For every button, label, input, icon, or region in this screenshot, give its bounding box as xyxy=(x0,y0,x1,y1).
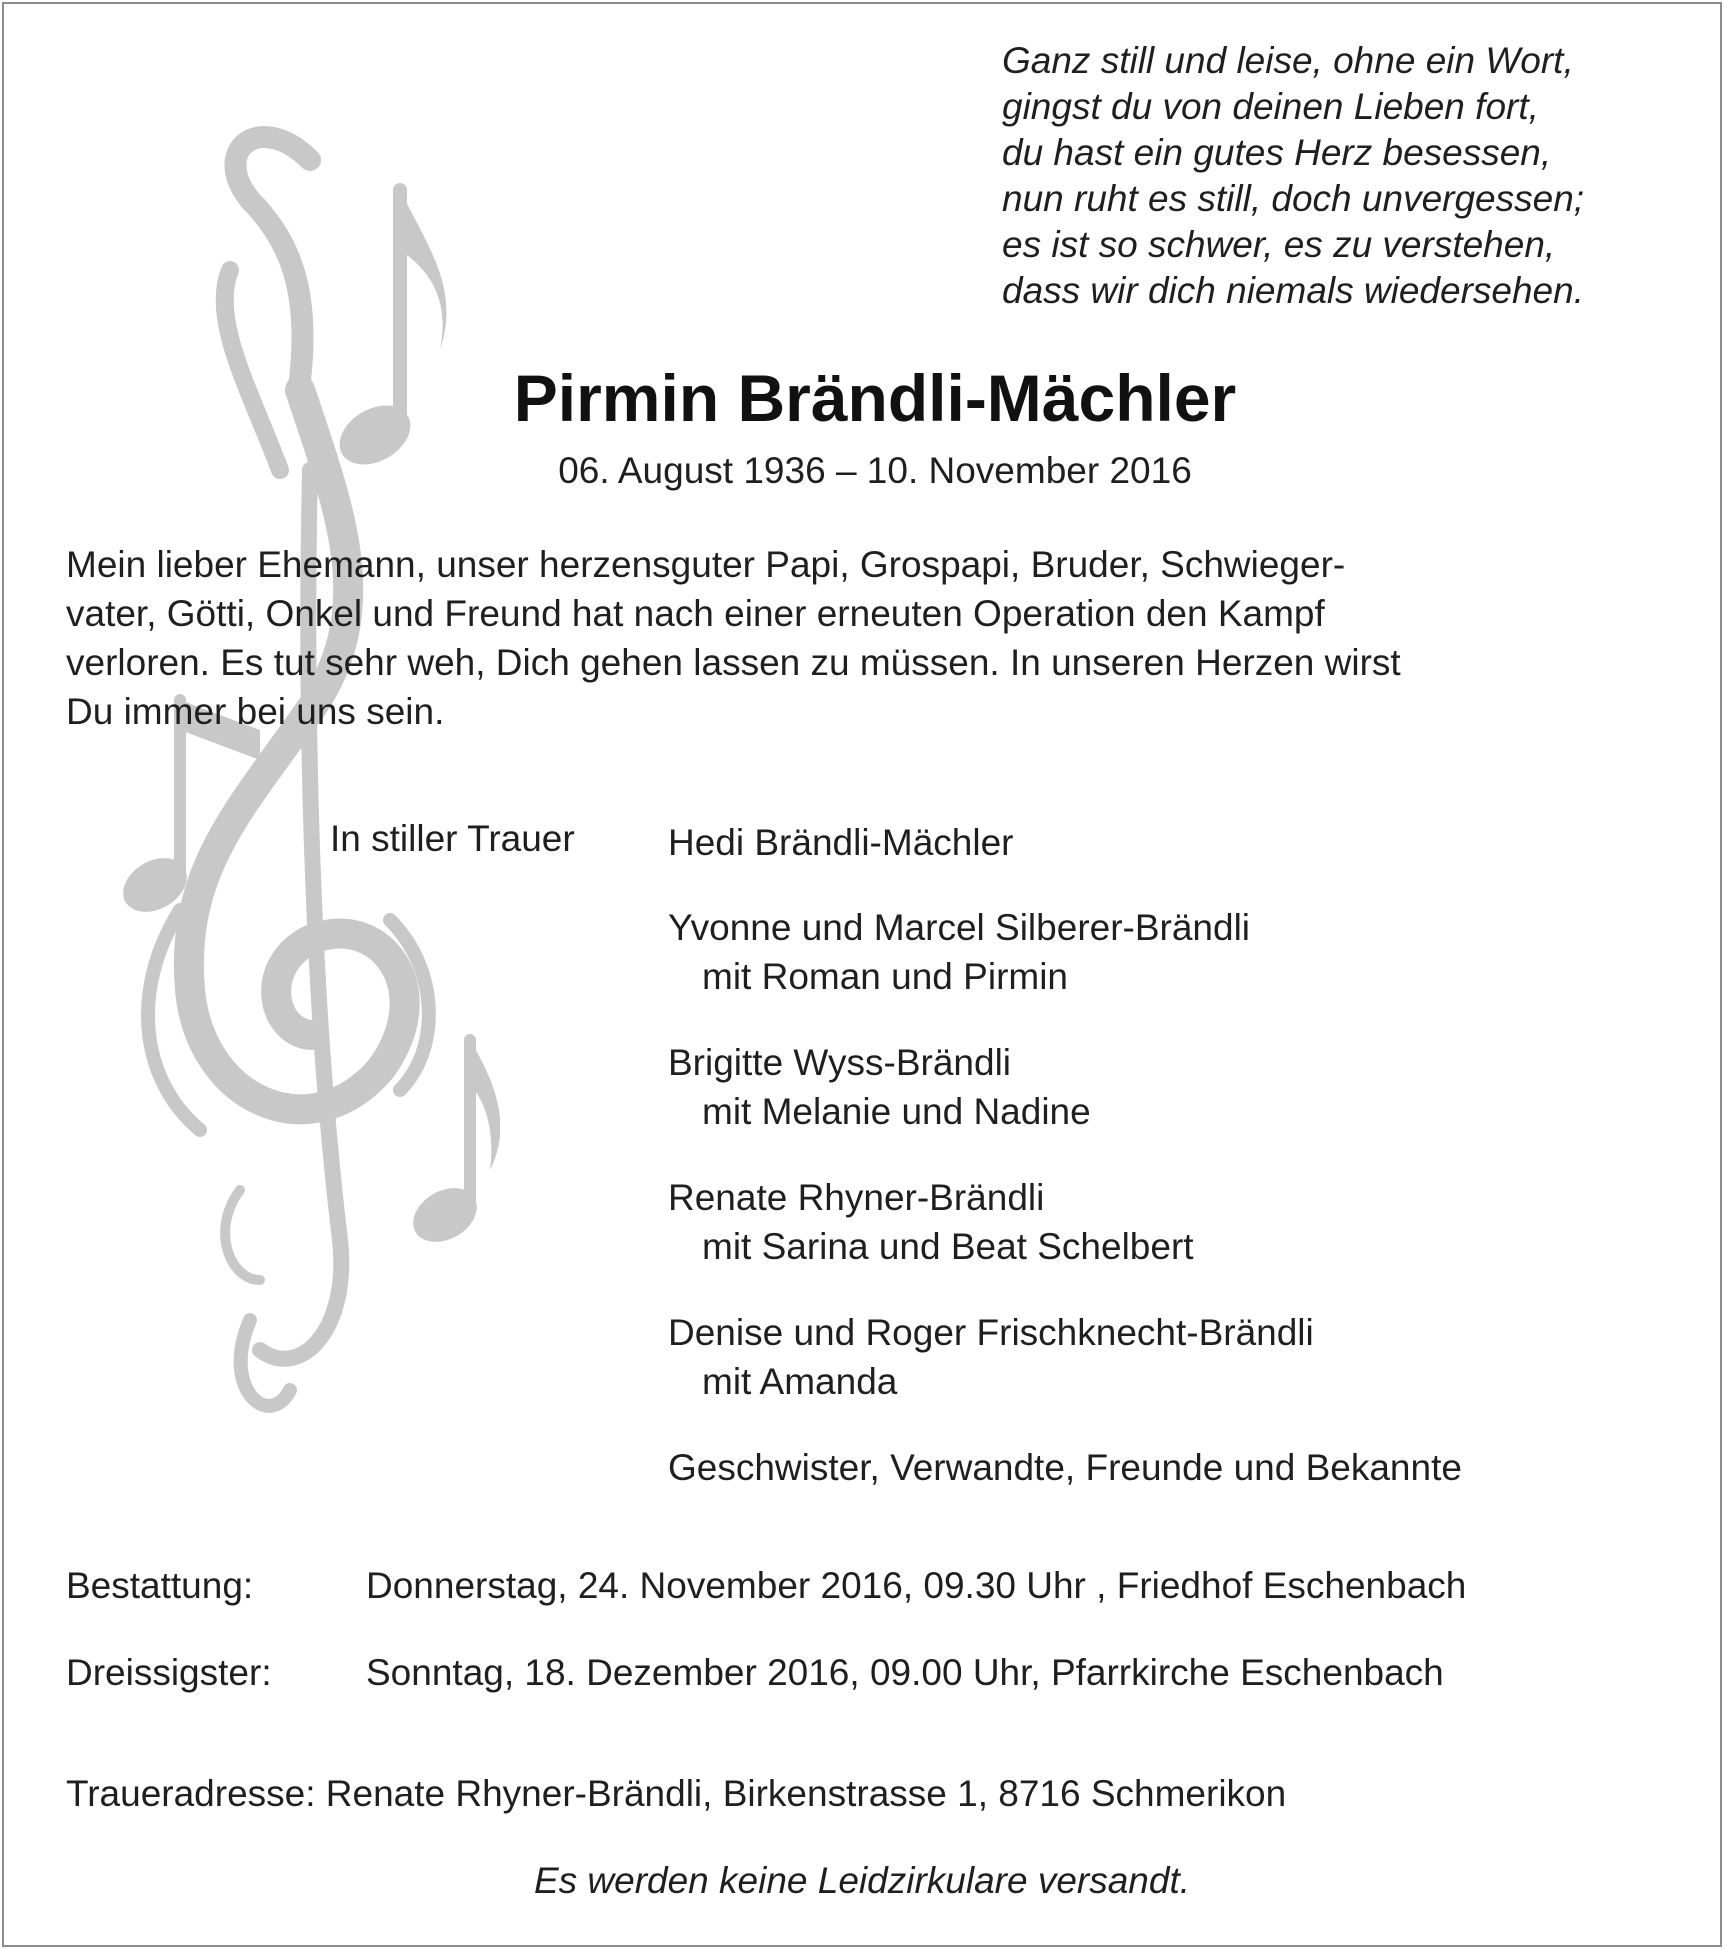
burial-label: Bestattung: xyxy=(66,1565,254,1606)
family-head: Brigitte Wyss-Brändli xyxy=(668,1042,1012,1083)
closing-note: Es werden keine Leidzirkulare versandt. xyxy=(533,1860,1191,1901)
intro-line: Mein lieber Ehemann, unser herzensguter Papi, Grospapi, Bruder, Schwieger- xyxy=(66,544,1346,585)
poem-line: dass wir dich niemals wiedersehen. xyxy=(1002,270,1584,311)
mourner-family xyxy=(668,1308,1314,1406)
deceased-name: Pirmin Brändli-Mächler xyxy=(513,361,1237,435)
life-dates: 06. August 1936 – 10. November 2016 xyxy=(558,450,1192,491)
poem-line: nun ruht es still, doch unvergessen; xyxy=(1002,178,1585,219)
poem-line: es ist so schwer, es zu verstehen, xyxy=(1002,224,1556,265)
family-head: Hedi Brändli-Mächler xyxy=(668,822,1014,863)
family-children: mit Amanda xyxy=(702,1361,898,1402)
mourner-family xyxy=(668,1443,1462,1492)
mourning-address: Traueradresse: Renate Rhyner-Brändli, Birkenstrasse 1, 8716 Schmerikon xyxy=(66,1773,1287,1814)
poem-line: du hast ein gutes Herz besessen, xyxy=(1002,132,1552,173)
intro-line: vater, Götti, Onkel und Freund hat nach einer erneuten Operation den Kampf xyxy=(66,593,1325,634)
mourner-family xyxy=(668,1173,1194,1271)
intro-line: verloren. Es tut sehr weh, Dich gehen lassen zu müssen. In unseren Herzen wirst xyxy=(66,642,1401,683)
family-head: Renate Rhyner-Brändli xyxy=(668,1177,1045,1218)
mourning-label: In stiller Trauer xyxy=(330,818,575,859)
poem-line: gingst du von deinen Lieben fort, xyxy=(1002,86,1539,127)
burial-details: Donnerstag, 24. November 2016, 09.30 Uhr , Friedhof Eschenbach xyxy=(366,1565,1467,1606)
mourner-family xyxy=(668,818,1013,867)
intro-paragraph xyxy=(66,540,1666,736)
treble-clef-ornament xyxy=(60,90,500,1470)
mourner-family xyxy=(668,1038,1091,1136)
poem-line: Ganz still und leise, ohne ein Wort, xyxy=(1002,40,1574,81)
family-children: mit Melanie und Nadine xyxy=(702,1091,1091,1132)
family-head: Yvonne und Marcel Silberer-Brändli xyxy=(668,907,1251,948)
thirtieth-mass-label: Dreissigster: xyxy=(66,1652,272,1693)
intro-line: Du immer bei uns sein. xyxy=(66,691,445,732)
mourner-family xyxy=(668,903,1250,1001)
family-children: mit Roman und Pirmin xyxy=(702,956,1069,997)
family-head: Denise und Roger Frischknecht-Brändli xyxy=(668,1312,1314,1353)
thirtieth-mass-details: Sonntag, 18. Dezember 2016, 09.00 Uhr, Pfarrkirche Eschenbach xyxy=(366,1652,1444,1693)
memorial-poem xyxy=(1002,38,1584,314)
family-children: mit Sarina und Beat Schelbert xyxy=(702,1226,1194,1267)
family-head: Geschwister, Verwandte, Freunde und Bekannte xyxy=(668,1447,1462,1488)
